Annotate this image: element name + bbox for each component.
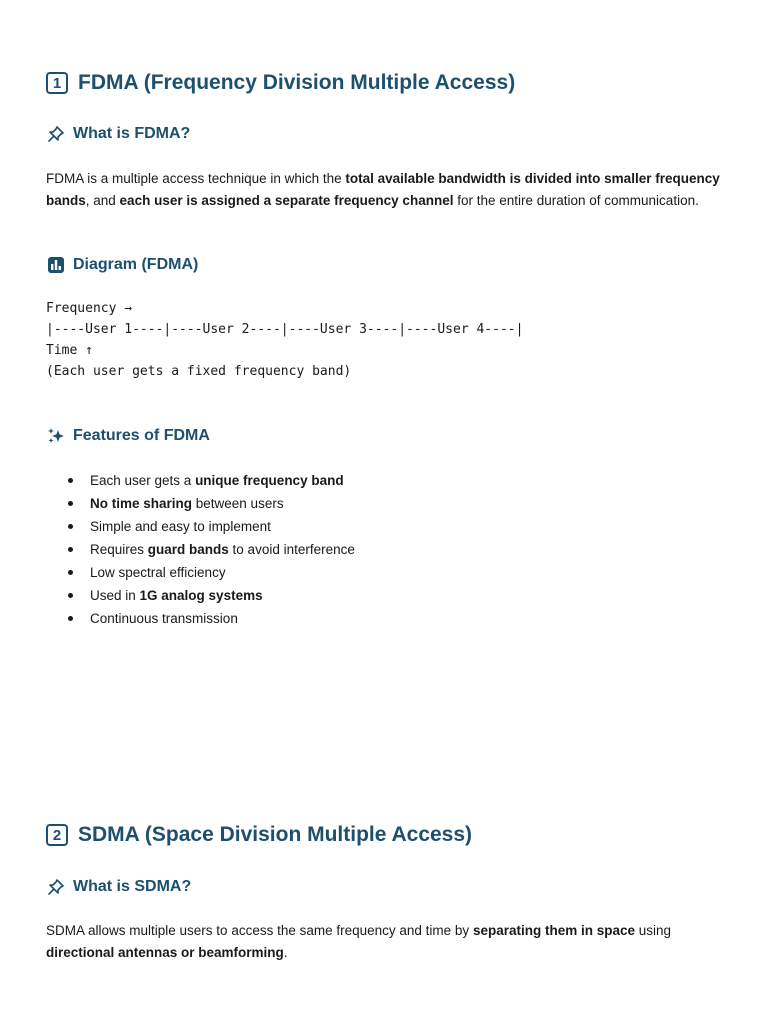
- diagram-fdma-heading: [46, 255, 198, 275]
- sdma-definition: [46, 920, 726, 963]
- section-1-title: FDMA (Frequency Division Multiple Access): [78, 71, 516, 94]
- list-item: Used in 1G analog systems: [46, 584, 355, 607]
- sdma-def-text-2: using: [635, 923, 672, 938]
- fdma-def-text-1: FDMA is a multiple access technique in which the: [46, 171, 346, 186]
- sdma-def-text-1: SDMA allows multiple users to access the same frequency and time by: [46, 923, 473, 938]
- pushpin-icon: [46, 877, 66, 897]
- sdma-def-text-3: .: [283, 944, 288, 960]
- fdma-features-list: [46, 469, 355, 630]
- fdma-diagram-block: [46, 298, 523, 382]
- fdma-def-bold-1: total available bandwidth is divided into smaller frequency bands: [46, 171, 720, 208]
- fdma-definition: [46, 168, 726, 211]
- diagram-line: Frequency →: [46, 301, 133, 316]
- what-is-fdma-heading: [46, 124, 190, 144]
- keycap-2-icon: 2: [46, 824, 68, 846]
- what-is-sdma-heading: [46, 877, 191, 897]
- diagram-line: (Each user gets a fixed frequency band): [46, 364, 352, 379]
- list-item: No time sharing between users: [46, 492, 355, 515]
- pushpin-icon: [46, 124, 66, 144]
- section-2-title: SDMA (Space Division Multiple Access): [78, 823, 473, 846]
- what-is-fdma-label: What is FDMA?: [73, 125, 191, 142]
- sparkles-icon: [46, 426, 66, 446]
- sdma-def-bold-1: separating them in space: [472, 923, 635, 938]
- features-fdma-heading: [46, 426, 210, 446]
- what-is-sdma-label: What is SDMA?: [73, 878, 192, 895]
- list-item: Low spectral efficiency: [46, 561, 355, 584]
- section-2-heading: [46, 823, 472, 847]
- keycap-1-icon: 1: [46, 72, 68, 94]
- section-1-heading: [46, 71, 515, 95]
- list-item: Simple and easy to implement: [46, 515, 355, 538]
- fdma-def-bold-2: each user is assigned a separate frequency channel: [119, 192, 454, 208]
- bar-chart-icon: [46, 255, 66, 275]
- list-item: Requires guard bands to avoid interference: [46, 538, 355, 561]
- list-item: Continuous transmission: [46, 607, 355, 630]
- diagram-line: Time ↑: [46, 343, 93, 358]
- sdma-def-bold-2: directional antennas or beamforming: [46, 944, 284, 960]
- fdma-def-text-2: , and: [85, 192, 120, 208]
- features-fdma-label: Features of FDMA: [73, 427, 210, 444]
- diagram-fdma-label: Diagram (FDMA): [73, 256, 199, 273]
- fdma-def-text-3: for the entire duration of communication.: [453, 192, 699, 208]
- list-item: Each user gets a unique frequency band: [46, 469, 355, 492]
- diagram-line: |----User 1----|----User 2----|----User 3----|----User 4----|: [46, 322, 524, 337]
